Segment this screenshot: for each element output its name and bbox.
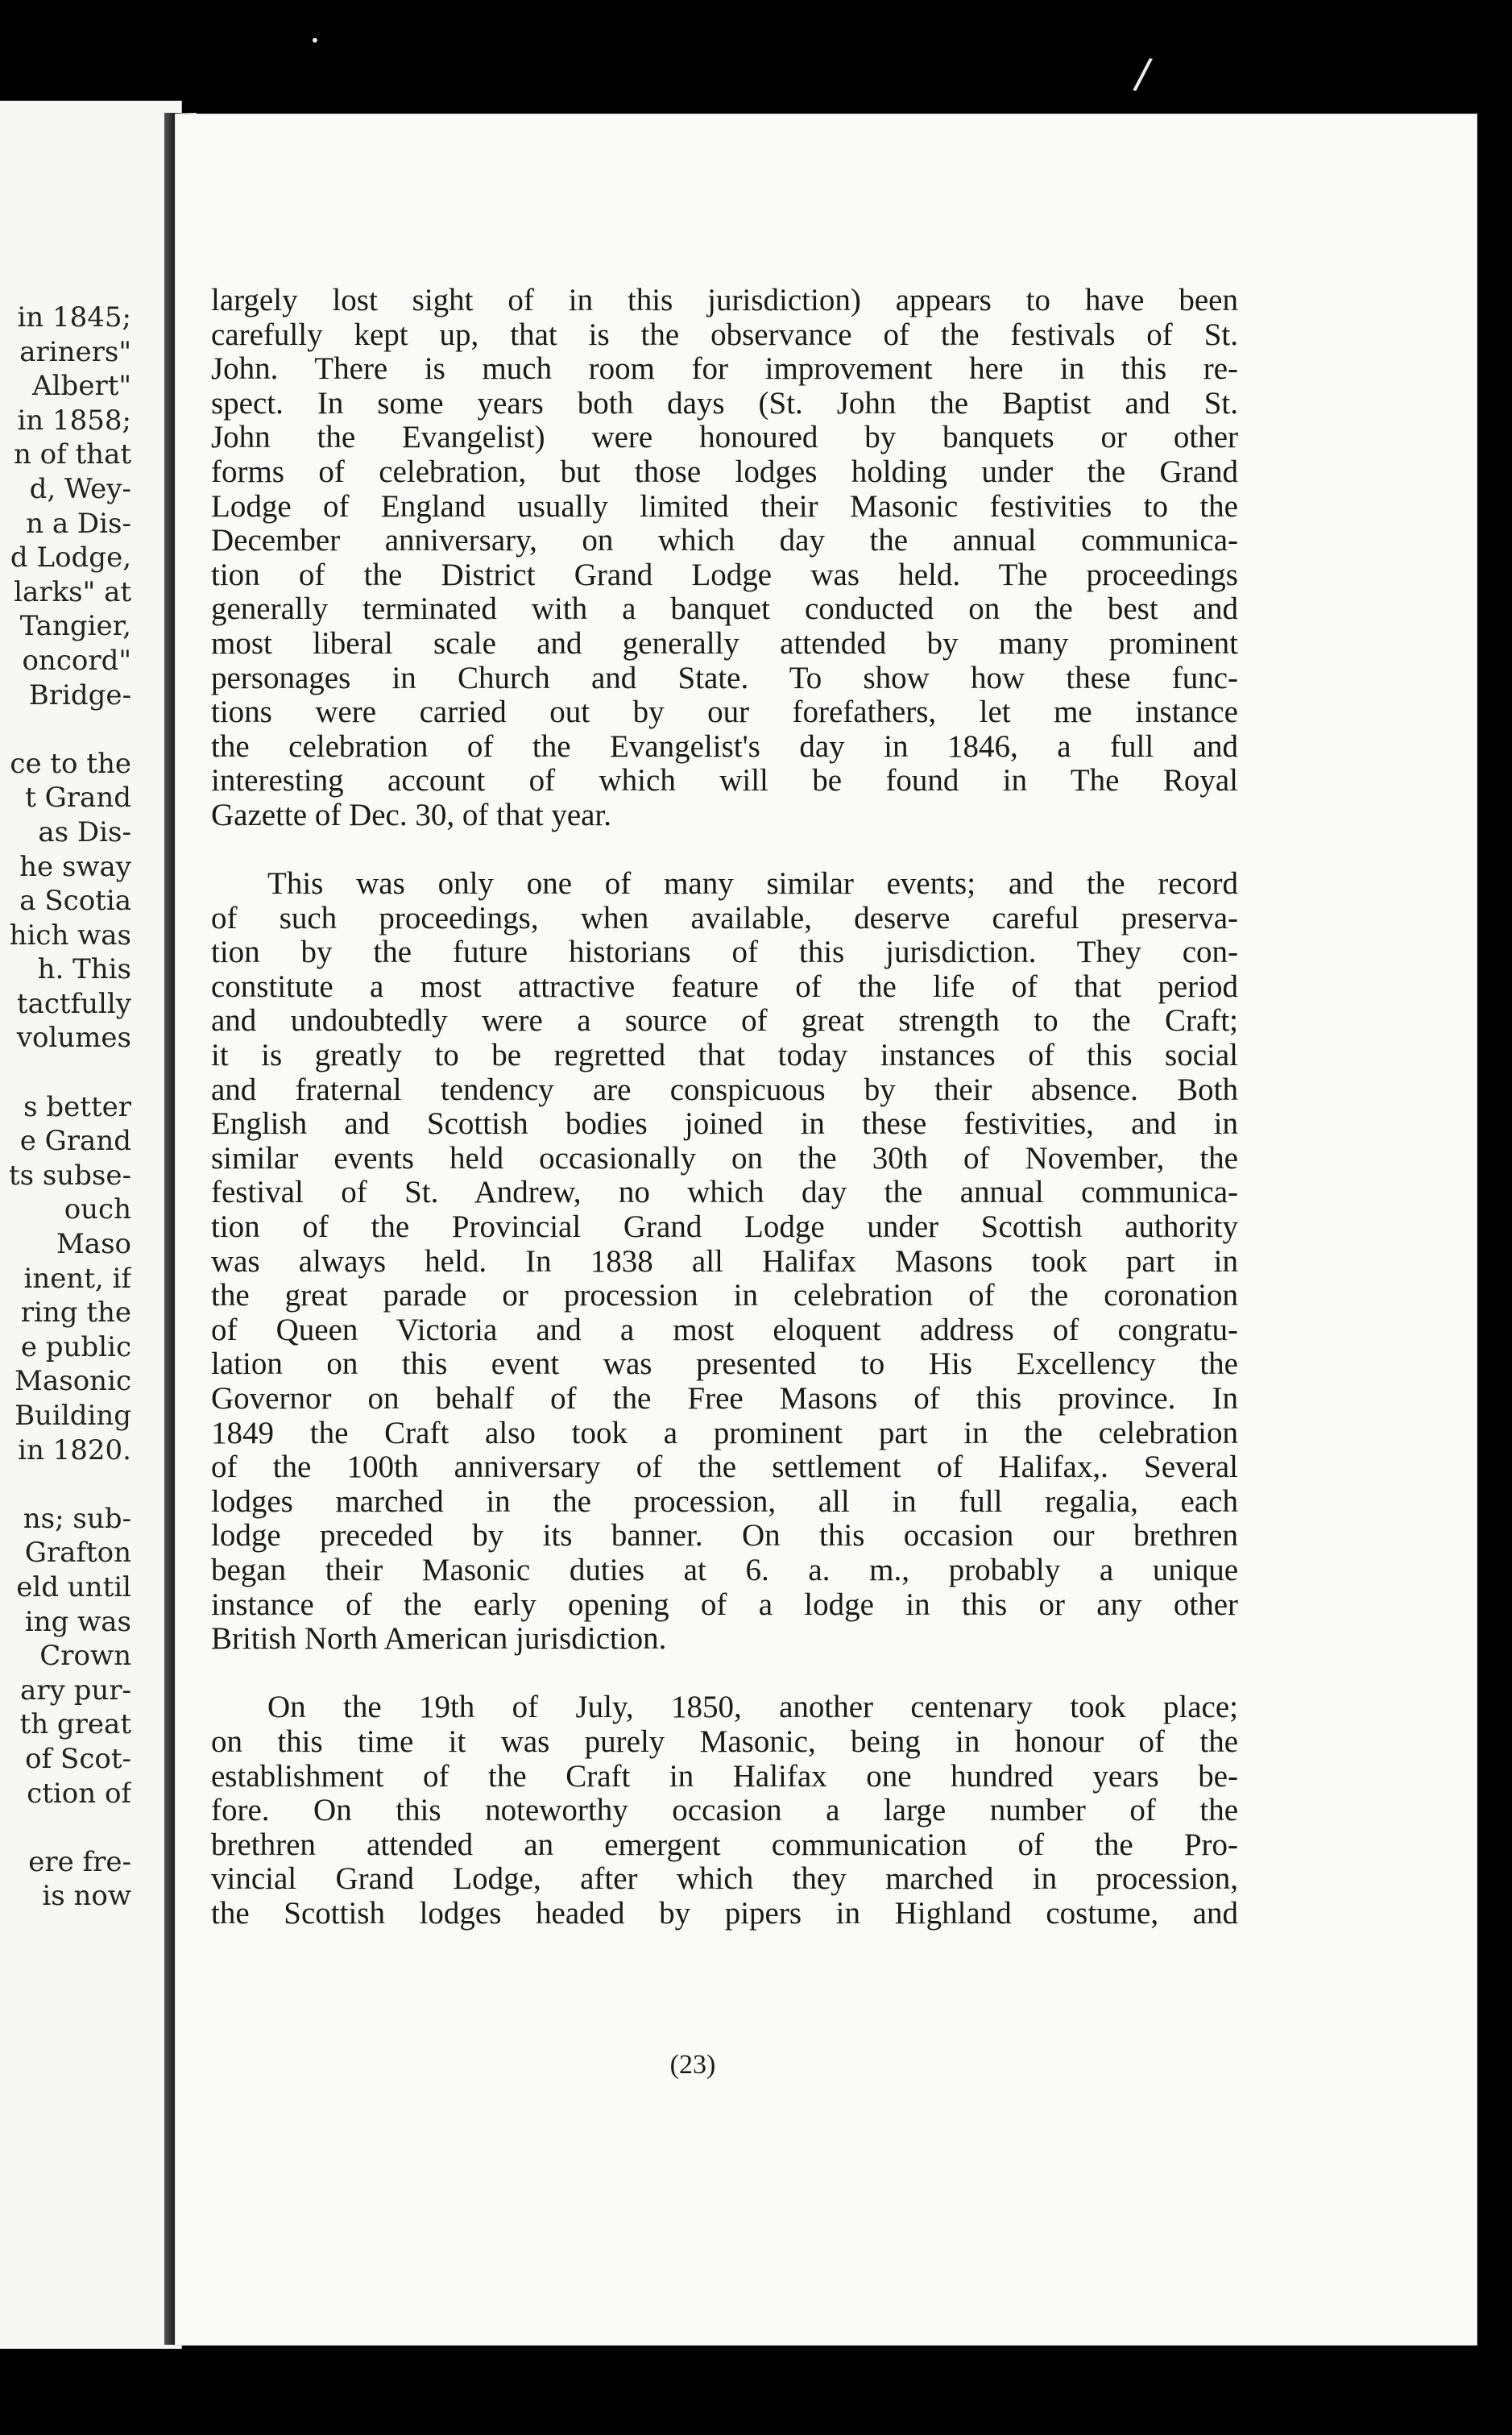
prev-page-gap [0, 1056, 131, 1090]
text-line: of Queen Victoria and a most eloquent address of congratu- [211, 1312, 1238, 1347]
text-line: the celebration of the Evangelist's day in 1846, a full and [211, 728, 1238, 764]
prev-page-line: a Scotia [19, 885, 131, 918]
prev-page-line: ns; sub- [23, 1502, 131, 1535]
text-line: tion of the District Grand Lodge was held. The proceedings [211, 557, 1238, 592]
prev-page-line: Crown [39, 1640, 131, 1673]
prev-page-line: n a Dis- [26, 507, 131, 540]
text-line: Lodge of England usually limited their Masonic festivities to the [211, 488, 1238, 524]
text-line: carefully kept up, that is the observance of the festivals of St. [211, 317, 1238, 352]
prev-page-line: eld until [16, 1570, 131, 1603]
text-line: vincial Grand Lodge, after which they marched in procession, [211, 1861, 1238, 1897]
text-line: spect. In some years both days (St. John the Baptist and St. [211, 385, 1238, 421]
text-line: forms of celebration, but those lodges holding under the Grand [211, 454, 1238, 489]
prev-page-gap [0, 712, 131, 747]
text-line: it is greatly to be regretted that today instances of this social [211, 1038, 1238, 1073]
text-line: and fraternal tendency are conspicuous by their absence. Both [211, 1072, 1238, 1107]
text-line: British North American jurisdiction. [211, 1621, 667, 1657]
paragraph [211, 284, 1238, 833]
text-line: festival of St. Andrew, no which day the annual communica- [211, 1175, 1238, 1210]
prev-page-line: as Dis- [38, 815, 131, 848]
text-line: largely lost sight of in this jurisdiction) appears to have been [211, 283, 1238, 317]
text-line: tions were carried out by our forefathers, let me instance [211, 695, 1238, 730]
prev-page-line: e public [20, 1330, 131, 1363]
prev-page-line: ring the [20, 1296, 131, 1330]
paragraph [211, 1690, 1238, 1931]
prev-page-line: in 1858; [17, 404, 131, 437]
prev-page-line: in 1820. [18, 1433, 131, 1466]
text-line: the Scottish lodges headed by pipers in Highland costume, and [211, 1895, 1238, 1931]
prev-page-line: hich was [9, 919, 131, 952]
text-line: and undoubtedly were a source of great strength to the Craft; [211, 1003, 1238, 1039]
text-line: interesting account of which will be found in The Royal [211, 763, 1238, 799]
paragraph [211, 867, 1238, 1657]
text-line: began their Masonic duties at 6. a. m., probably a unique [211, 1552, 1238, 1587]
prev-page-line: s better [23, 1090, 131, 1123]
prev-page-line: volumes [16, 1022, 131, 1055]
prev-page-gap [0, 1467, 131, 1502]
text-line: brethren attended an emergent communication of the Pro- [211, 1827, 1238, 1862]
text-line: personages in Church and State. To show how these func- [211, 660, 1238, 695]
text-line: John. There is much room for improvement here in this re- [211, 351, 1238, 387]
text-line: Gazette of Dec. 30, of that year. [211, 797, 612, 832]
prev-page-line: e Grand [19, 1125, 131, 1158]
prev-page-line: ary pur- [20, 1674, 131, 1707]
prev-page-line: ce to the [10, 747, 131, 780]
prev-page-line: Albert" [32, 370, 131, 403]
prev-page-line: Maso [56, 1228, 131, 1261]
text-line: Governor on behalf of the Free Masons of this province. In [211, 1381, 1238, 1416]
prev-page-line: of Scot- [25, 1742, 131, 1775]
prev-page-line: in 1845; [17, 301, 131, 334]
text-line: was always held. In 1838 all Halifax Masons took part in [211, 1243, 1238, 1279]
prev-page-line: t Grand [25, 782, 131, 815]
prev-page-line: d, Wey- [29, 472, 131, 505]
prev-page-line: h. This [37, 953, 131, 986]
text-line: This was only one of many similar events; and the record [267, 866, 1238, 902]
text-line: of the 100th anniversary of the settlement of Halifax,. Several [211, 1450, 1238, 1485]
scan-mark-dot: • [310, 31, 320, 50]
text-line: on this time it was purely Masonic, being in honour of the [211, 1724, 1238, 1759]
page-body-text [211, 284, 1238, 1931]
prev-page-line: Bridge- [28, 678, 131, 711]
prev-page-line: ction of [27, 1777, 131, 1810]
prev-page-line: he sway [19, 850, 131, 883]
text-line: December anniversary, on which day the annual communica- [211, 523, 1238, 558]
text-line: lodge preceded by its banner. On this occasion our brethren [211, 1518, 1238, 1554]
text-line: tion by the future historians of this jurisdiction. They con- [211, 935, 1238, 970]
paragraph-gap [211, 1657, 1238, 1691]
prev-page-line: n of that [13, 438, 131, 471]
prev-page-line: Masonic [14, 1365, 131, 1398]
text-line: establishment of the Craft in Halifax one hundred years be- [211, 1758, 1238, 1794]
book-page [176, 114, 1477, 2345]
text-line: generally terminated with a banquet conducted on the best and [211, 591, 1238, 627]
prev-page-line: ariners" [19, 335, 131, 368]
prev-page-line: ouch [64, 1193, 131, 1226]
prev-page-gap [0, 1811, 131, 1845]
prev-page-line: Grafton [24, 1537, 131, 1570]
prev-page-line: ing was [24, 1605, 131, 1638]
prev-page-line: ere fre- [28, 1845, 131, 1878]
text-line: instance of the early opening of a lodge in this or any other [211, 1587, 1238, 1622]
prev-page-line: larks" at [14, 575, 131, 608]
text-line: the great parade or procession in celebration of the coronation [211, 1278, 1238, 1313]
text-line: tion of the Provincial Grand Lodge under Scottish authority [211, 1209, 1238, 1245]
previous-page-text [0, 301, 131, 1914]
text-line: constitute a most attractive feature of the life of that period [211, 969, 1238, 1004]
text-line: English and Scottish bodies joined in these festivities, and in [211, 1106, 1238, 1142]
prev-page-line: ts subse- [8, 1159, 131, 1192]
text-line: fore. On this noteworthy occasion a large number of the [211, 1793, 1238, 1828]
prev-page-line: oncord" [22, 644, 131, 677]
prev-page-line: inent, if [23, 1262, 131, 1295]
prev-page-line: tactfully [16, 987, 131, 1020]
prev-page-line: Building [14, 1400, 131, 1432]
scan-mark-slash: / [1131, 48, 1154, 100]
text-line: similar events held occasionally on the 30th of November, the [211, 1140, 1238, 1176]
prev-page-line: Tangier, [19, 610, 131, 643]
text-line: of such proceedings, when available, deserve careful preserva- [211, 900, 1238, 935]
text-line: lation on this event was presented to His Excellency the [211, 1346, 1238, 1382]
text-line: most liberal scale and generally attended by many prominent [211, 625, 1238, 661]
prev-page-line: is now [42, 1880, 131, 1913]
paragraph-gap [211, 833, 1238, 868]
prev-page-line: d Lodge, [10, 541, 131, 575]
previous-page [0, 101, 182, 2349]
prev-page-line: th great [19, 1708, 131, 1741]
text-line: John the Evangelist) were honoured by banquets or other [211, 420, 1238, 455]
text-line: 1849 the Craft also took a prominent part in the celebration [211, 1415, 1238, 1450]
page-number: (23) [669, 2050, 716, 2080]
text-line: lodges marched in the procession, all in full regalia, each [211, 1483, 1238, 1519]
text-line: On the 19th of July, 1850, another centenary took place; [267, 1690, 1238, 1725]
